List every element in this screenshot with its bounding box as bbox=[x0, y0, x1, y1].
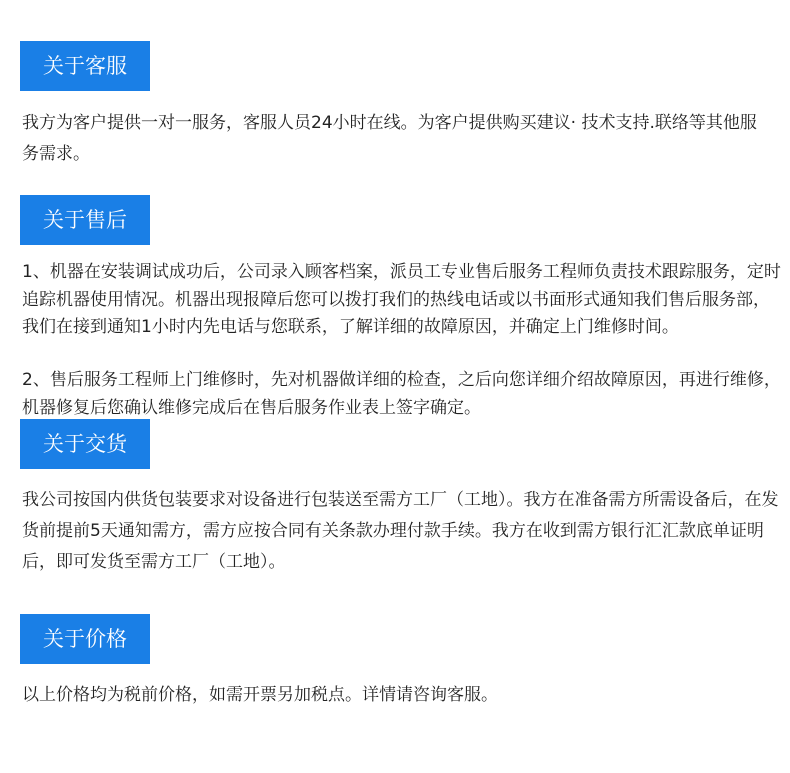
delivery-text: 我公司按国内供货包装要求对设备进行包装送至需方工厂（工地）。我方在准备需方所需设备后，在发货前提前5天通知需方，需方应按合同有关条款办理付款手续。我方在收到需方银行汇汇款底单证明后，即可发货至需方工厂（工地）。 bbox=[22, 490, 779, 572]
section-title-pricing: 关于价格 bbox=[20, 614, 150, 664]
section-title-delivery: 关于交货 bbox=[20, 419, 150, 469]
after-sales-text-2: 2、售后服务工程师上门维修时，先对机器做详细的检查，之后向您详细介绍故障原因，再进行维修，机器修复后您确认维修完成后在售后服务作业表上签字确定。 bbox=[22, 370, 781, 418]
section-title-customer-service: 关于客服 bbox=[20, 41, 150, 91]
section-title-after-sales: 关于售后 bbox=[20, 195, 150, 245]
pricing-text: 以上价格均为税前价格，如需开票另加税点。详情请咨询客服。 bbox=[22, 685, 498, 705]
customer-service-text: 我方为客户提供一对一服务，客服人员24小时在线。为客户提供购买建议· 技术支持.联络等其他服务需求。 bbox=[22, 113, 757, 164]
after-sales-text-1: 1、机器在安装调试成功后，公司录入顾客档案，派员工专业售后服务工程师负责技术跟踪服务，定时追踪机器使用情况。机器出现报障后您可以拨打我们的热线电话或以书面形式通知我们售后服务部，我们在接到通知1小时内先电话与您联系，了解详细的故障原因，并确定上门维修时间。 bbox=[22, 262, 781, 337]
